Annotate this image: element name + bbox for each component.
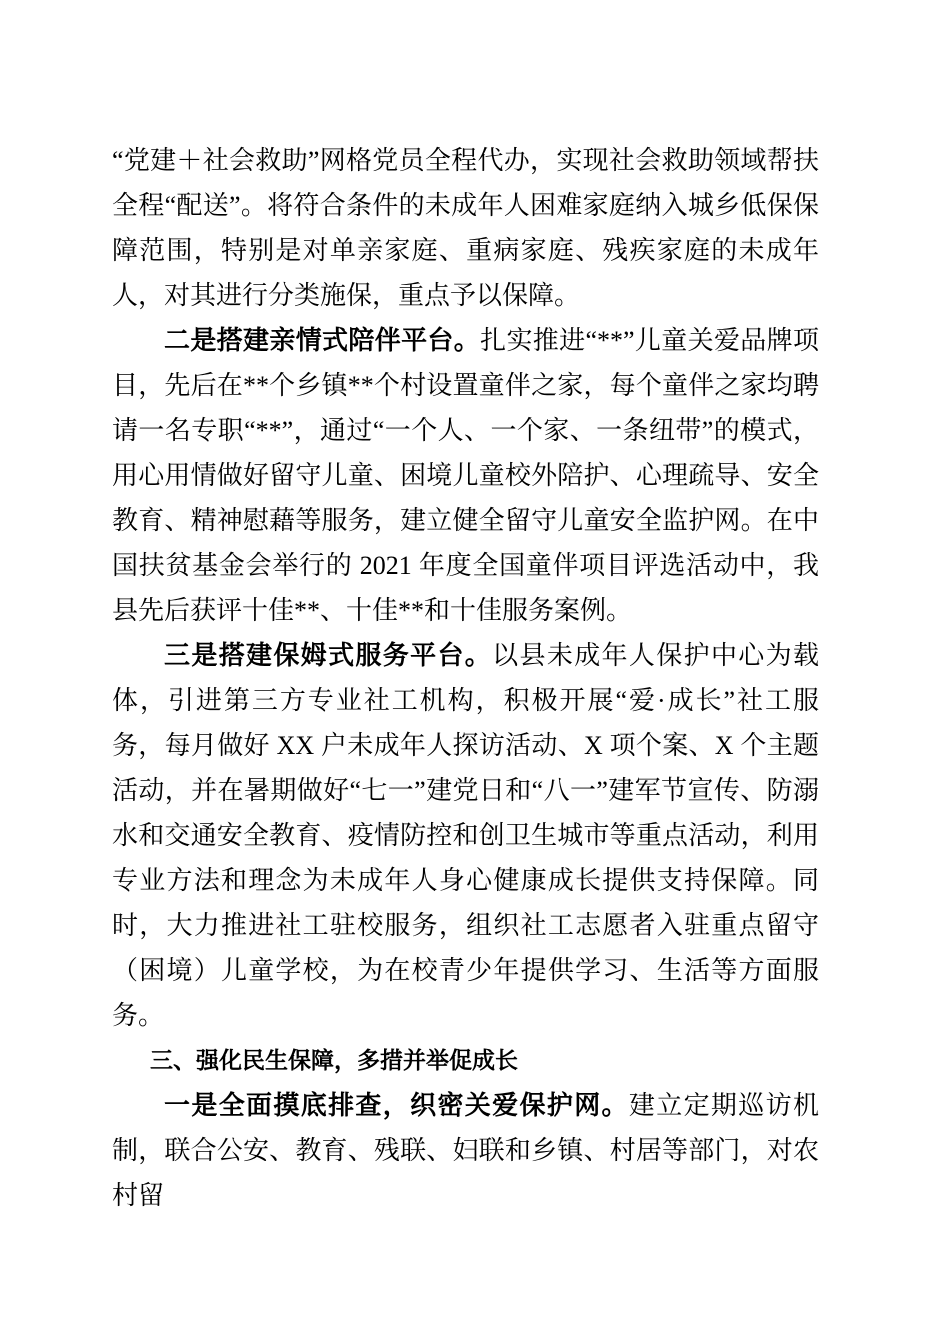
document-body	[112, 138, 819, 1218]
paragraph	[112, 1083, 819, 1218]
paragraph-lead: 一是全面摸底排查，织密关爱保护网。	[164, 1091, 629, 1120]
paragraph	[112, 633, 819, 1038]
paragraph-lead: 二是搭建亲情式陪伴平台。	[164, 326, 481, 355]
paragraph-text: 建立定期巡访机制，联合公安、教育、残联、妇联和乡镇、村居等部门，对农村留	[112, 1091, 819, 1210]
paragraph-text: “党建＋社会救助”网格党员全程代办，实现社会救助领域帮扶全程“配送”。将符合条件的未成年人困难家庭纳入城乡低保保障范围，特别是对单亲家庭、重病家庭、残疾家庭的未成年人，对其进行分类施保，重点予以保障。	[112, 146, 819, 310]
paragraph-lead: 三是搭建保姆式服务平台。	[164, 641, 493, 670]
paragraph-text: 扎实推进“**”儿童关爱品牌项目，先后在**个乡镇**个村设置童伴之家，每个童伴之家均聘请一名专职“**”，通过“一个人、一个家、一条纽带”的模式，用心用情做好留守儿童、困境儿童校外陪护、心理疏导、安全教育、精神慰藉等服务，建立健全留守儿童安全监护网。在中国扶贫基金会举行的 2021 年度全国童伴项目评选活动中，我县先后获评十佳**、十佳**和十佳服务案例。	[112, 326, 819, 625]
paragraph	[112, 318, 819, 633]
paragraph-text: 以县未成年人保护中心为载体，引进第三方专业社工机构，积极开展“爱·成长”社工服务，每月做好 XX 户未成年人探访活动、X 项个案、X 个主题活动，并在暑期做好“七一”建党日和“八一”建军节宣传、防溺水和交通安全教育、疫情防控和创卫生城市等重点活动，利用专业方法和理念为未成年人身心健康成长提供支持保障。同时，大力推进社工驻校服务，组织社工志愿者入驻重点留守（困境）儿童学校，为在校青少年提供学习、生活等方面服务。	[112, 641, 819, 1030]
section-heading: 三、强化民生保障，多措并举促成长	[150, 1047, 518, 1073]
paragraph	[112, 138, 819, 318]
